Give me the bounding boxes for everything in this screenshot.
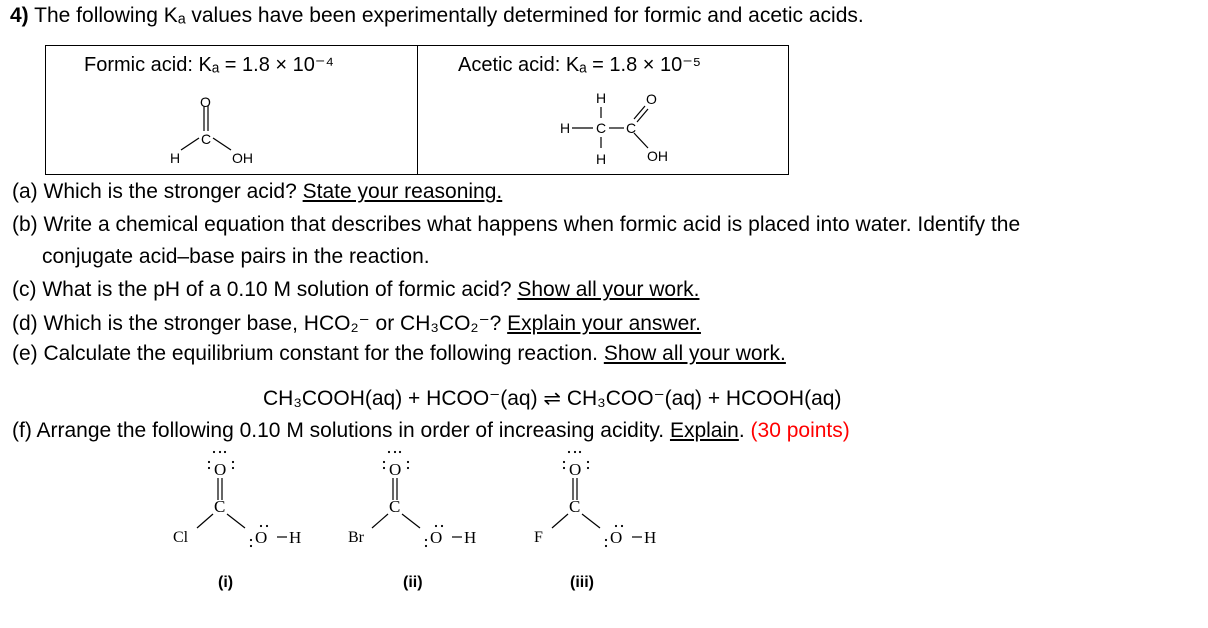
- lewis-halogen: F: [534, 529, 543, 546]
- lone-pair-dot: [213, 451, 215, 453]
- part-c: [12, 278, 699, 302]
- lone-pair-dot: [579, 451, 581, 453]
- lewis-h: H: [464, 528, 477, 547]
- lone-pair-dot: [232, 461, 234, 463]
- table-divider: [417, 46, 418, 174]
- part-f-instruction: Explain: [669, 419, 739, 442]
- lone-pair-dot: [399, 451, 401, 453]
- lone-pair-dot: [224, 451, 226, 453]
- acetic-oh: OH: [647, 148, 668, 164]
- formic-h: H: [170, 150, 181, 166]
- equilibrium-equation: CH₃COOH(aq) + HCOO⁻(aq) ⇌ CH₃COO⁻(aq) + HCOOH(aq): [263, 387, 842, 410]
- lewis-o: O: [389, 460, 402, 479]
- acetic-ka-label: Acetic acid: Kₐ = 1.8 × 10⁻⁵: [458, 54, 702, 76]
- lewis-label: (i): [218, 574, 234, 591]
- lewis-c: C: [214, 497, 226, 516]
- acetic-h-left: H: [560, 120, 571, 136]
- lone-pair-dot: [605, 545, 607, 547]
- formic-ka-label: Formic acid: Kₐ = 1.8 × 10⁻⁴: [84, 54, 335, 76]
- lone-pair-dot: [407, 467, 409, 469]
- acetic-h-bottom: H: [596, 151, 607, 167]
- question-intro: The following Kₐ values have been experimentally determined for formic and acetic acids.: [34, 4, 864, 27]
- part-a-text: (a) Which is the stronger acid?: [12, 180, 303, 203]
- lone-pair-dot: [208, 467, 210, 469]
- part-e: [12, 342, 786, 366]
- lone-pair-dot: [568, 451, 570, 453]
- part-a-instruction: State your reasoning.: [302, 180, 503, 203]
- lone-pair-dot: [425, 545, 427, 547]
- formic-acid-structure: [156, 94, 276, 174]
- question-number: 4): [10, 4, 29, 27]
- lone-pair-dot: [383, 467, 385, 469]
- lone-pair-dot: [587, 467, 589, 469]
- part-e-instruction: Show all your work.: [603, 342, 786, 365]
- lewis-oh-o: O: [610, 528, 623, 547]
- lewis-oh-o: O: [430, 528, 443, 547]
- ka-table: [45, 45, 789, 175]
- lone-pair-dot: [232, 467, 234, 469]
- part-f-text: (f) Arrange the following 0.10 M solutions in order of increasing acidity.: [12, 419, 670, 442]
- lewis-halogen: Cl: [173, 529, 189, 546]
- lewis-structure-3: [520, 448, 680, 553]
- lewis-label: (iii): [570, 574, 594, 591]
- lone-pair-dot: [208, 461, 210, 463]
- lone-pair-dot: [621, 525, 623, 527]
- acetic-h-top: H: [596, 90, 607, 106]
- lone-pair-dot: [435, 525, 437, 527]
- lone-pair-dot: [250, 539, 252, 541]
- lone-pair-dot: [605, 539, 607, 541]
- formic-c: C: [201, 131, 212, 147]
- acetic-c2: C: [626, 120, 637, 136]
- lewis-h: H: [289, 528, 302, 547]
- lone-pair-dot: [563, 461, 565, 463]
- part-c-text: (c) What is the pH of a 0.10 M solution of formic acid?: [12, 278, 518, 301]
- lewis-label: (ii): [403, 574, 423, 591]
- lewis-h: H: [644, 528, 657, 547]
- part-f: [12, 419, 850, 443]
- acetic-acid-structure: [546, 88, 706, 174]
- lone-pair-dot: [260, 525, 262, 527]
- acetic-o: O: [646, 91, 657, 107]
- formic-oh: OH: [232, 150, 253, 166]
- formic-o: O: [200, 94, 211, 110]
- lone-pair-dot: [266, 525, 268, 527]
- lewis-c: C: [389, 497, 401, 516]
- lewis-oh-o: O: [255, 528, 268, 547]
- acetic-c1: C: [596, 120, 607, 136]
- lewis-o: O: [569, 460, 582, 479]
- lewis-structure-1: [165, 448, 325, 553]
- points-label: (30 points): [750, 419, 850, 442]
- lewis-c: C: [569, 497, 581, 516]
- lone-pair-dot: [587, 461, 589, 463]
- lone-pair-dot: [388, 451, 390, 453]
- lone-pair-dot: [383, 461, 385, 463]
- lone-pair-dot: [441, 525, 443, 527]
- lone-pair-dot: [574, 451, 576, 453]
- lewis-structure-2: [340, 448, 500, 553]
- question-title: [10, 4, 864, 28]
- lone-pair-dot: [407, 461, 409, 463]
- part-d-text: (d) Which is the stronger base, HCO₂⁻ or CH₃CO₂⁻?: [12, 312, 508, 335]
- lewis-o: O: [214, 460, 227, 479]
- lone-pair-dot: [394, 451, 396, 453]
- part-f-period: .: [738, 419, 745, 442]
- lone-pair-dot: [615, 525, 617, 527]
- part-e-text: (e) Calculate the equilibrium constant for the following reaction.: [12, 342, 604, 365]
- part-c-instruction: Show all your work.: [517, 278, 700, 301]
- lone-pair-dot: [425, 539, 427, 541]
- lone-pair-dot: [250, 545, 252, 547]
- lone-pair-dot: [219, 451, 221, 453]
- part-b-line1: (b) Write a chemical equation that describes what happens when formic acid is placed into water. Identify the: [12, 213, 1021, 236]
- part-b-line2: conjugate acid–base pairs in the reaction.: [42, 245, 430, 268]
- lone-pair-dot: [563, 467, 565, 469]
- part-d: [12, 311, 701, 336]
- part-d-instruction: Explain your answer.: [507, 312, 701, 335]
- lewis-halogen: Br: [348, 529, 364, 546]
- part-a: [12, 180, 502, 204]
